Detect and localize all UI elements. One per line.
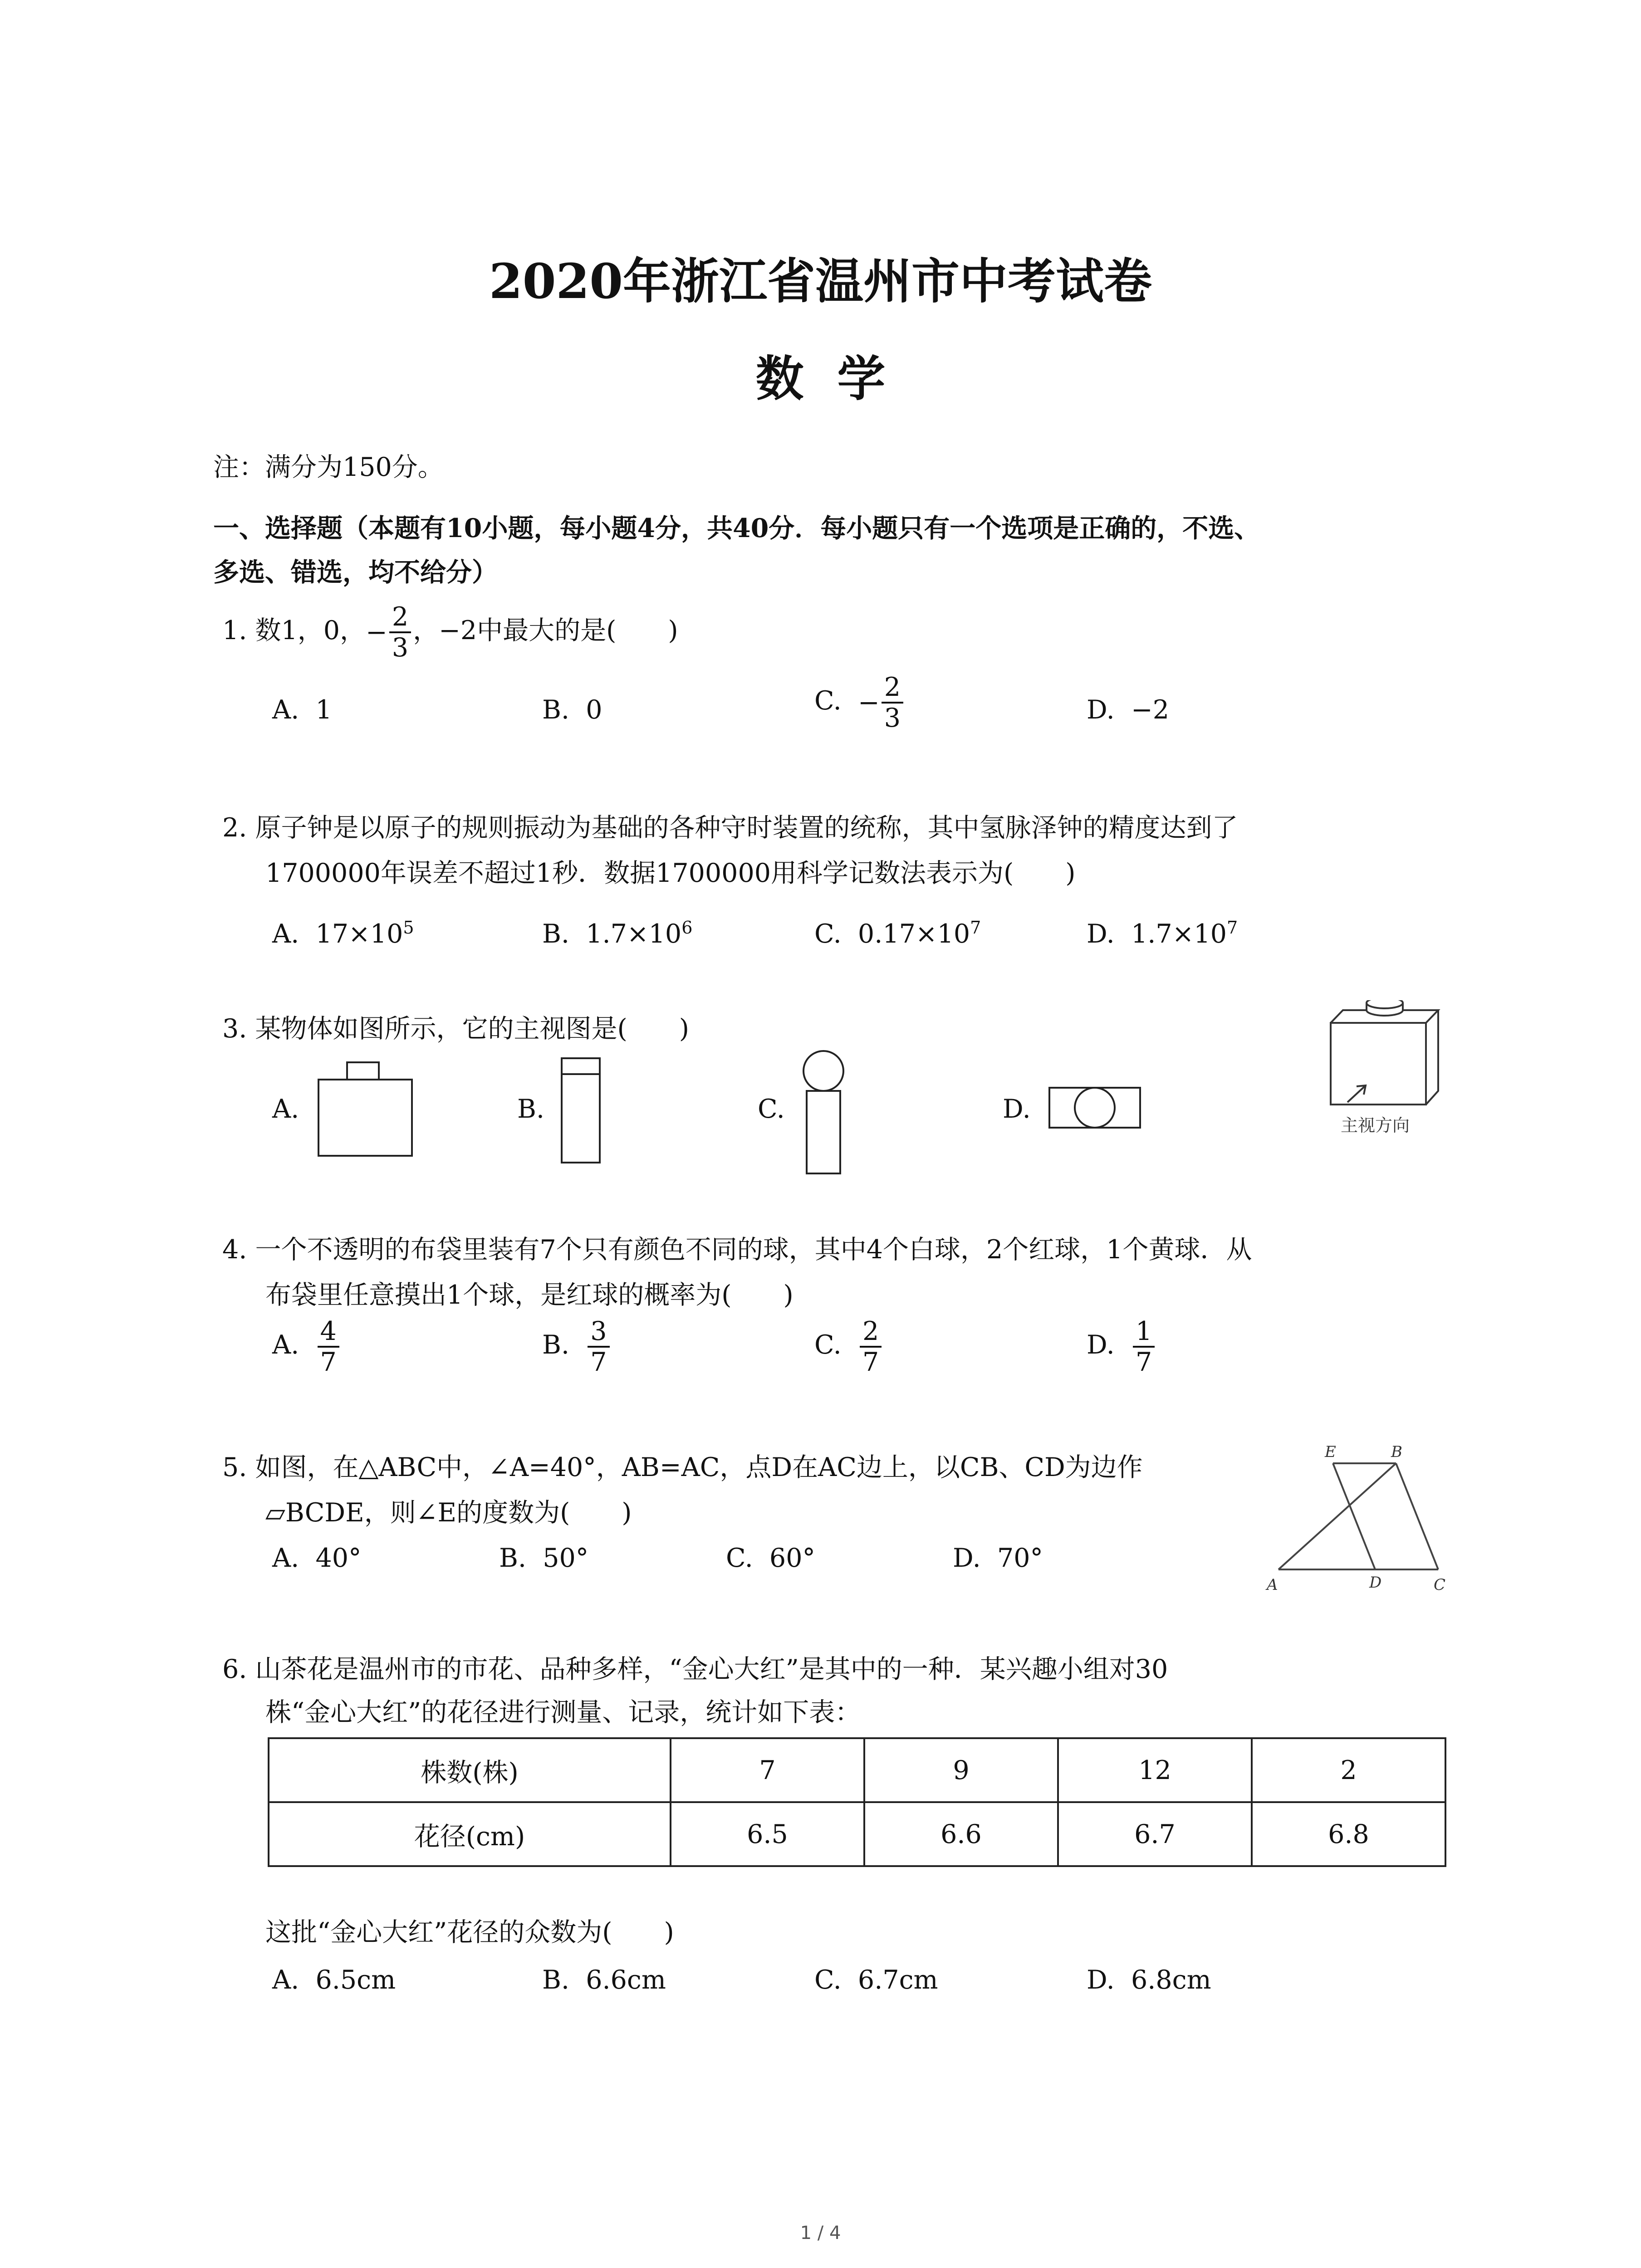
q5-label-d: D xyxy=(1369,1574,1382,1592)
q6-stem2: 这批“金心大红”花径的众数为( ) xyxy=(265,1917,674,1947)
q6-option-a[interactable]: A. 6.5cm xyxy=(272,1965,396,1995)
q4-option-a-fraction xyxy=(318,1317,339,1377)
q2-option-d-exp: 7 xyxy=(1226,918,1238,938)
q1-option-c-den: 3 xyxy=(884,703,901,733)
q3-option-b[interactable]: B. xyxy=(517,1094,545,1124)
q5-option-d[interactable]: D. 70° xyxy=(953,1543,1043,1573)
table-cell: 6.5 xyxy=(671,1802,864,1866)
q2-stem-line2: 1700000年误差不超过1秒．数据1700000用科学记数法表示为( ) xyxy=(265,858,1076,888)
q1-frac-den: 3 xyxy=(392,632,409,663)
q3-option-d[interactable]: D. xyxy=(1003,1094,1031,1124)
q5-option-a[interactable]: A. 40° xyxy=(272,1543,362,1573)
table-cell: 6.7 xyxy=(1058,1802,1252,1866)
q2-stem-line1: 2. 原子钟是以原子的规则振动为基础的各种守时装置的统称，其中氢脉泽钟的精度达到了 xyxy=(222,813,1238,843)
q1-option-a[interactable]: A. 1 xyxy=(272,695,332,725)
q6-option-c[interactable]: C. 6.7cm xyxy=(814,1965,938,1995)
q4-option-a[interactable] xyxy=(272,1315,341,1377)
table-cell: 7 xyxy=(671,1738,864,1802)
q5-stem-line2: ▱BCDE，则∠E的度数为( ) xyxy=(265,1498,632,1528)
q4-option-d-num: 1 xyxy=(1133,1317,1155,1348)
table-cell: 2 xyxy=(1252,1738,1445,1802)
q5-label-e: E xyxy=(1325,1443,1336,1461)
q1-stem xyxy=(222,601,678,662)
q4-option-a-label: A. xyxy=(272,1330,299,1360)
q5-label-a: A xyxy=(1267,1576,1278,1594)
q2-option-c-text: C. 0.17×10 xyxy=(814,919,970,949)
q4-option-b-den: 7 xyxy=(590,1347,607,1377)
q4-option-c-fraction xyxy=(860,1317,882,1377)
table-row xyxy=(269,1738,1445,1802)
q1-option-c-minus: − xyxy=(857,687,880,718)
q3-option-b-figure xyxy=(560,1057,606,1166)
page-number: 1 / 4 xyxy=(800,2223,841,2244)
q1-fraction xyxy=(389,602,411,662)
q3-option-a-figure xyxy=(318,1061,417,1161)
table-cell: 6.6 xyxy=(864,1802,1058,1866)
q2-option-b-exp: 6 xyxy=(681,918,693,938)
table-cell: 6.8 xyxy=(1252,1802,1445,1866)
table-cell: 12 xyxy=(1058,1738,1252,1802)
q4-option-b-fraction xyxy=(588,1317,609,1377)
q4-stem-line2: 布袋里任意摸出1个球，是红球的概率为( ) xyxy=(265,1280,794,1310)
q5-option-c[interactable]: C. 60° xyxy=(726,1543,815,1573)
table-row xyxy=(269,1802,1445,1866)
q4-option-b-num: 3 xyxy=(588,1317,609,1348)
q5-stem-line1: 5. 如图，在△ABC中，∠A=40°，AB=AC，点D在AC边上，以CB、CD为边作 xyxy=(222,1452,1143,1482)
q4-option-d-den: 7 xyxy=(1136,1347,1152,1377)
q1-option-b[interactable]: B. 0 xyxy=(542,695,603,725)
q4-option-d[interactable] xyxy=(1087,1315,1156,1377)
q4-option-c-den: 7 xyxy=(862,1347,879,1377)
q4-option-c[interactable] xyxy=(814,1315,883,1377)
q1-frac-num: 2 xyxy=(389,602,411,633)
section1-heading-line2: 多选、错选，均不给分） xyxy=(213,557,498,587)
q6-stem-line2: 株“金心大红”的花径进行测量、记录，统计如下表： xyxy=(265,1697,861,1727)
page-subject: 数 学 xyxy=(755,350,886,407)
q2-option-b[interactable] xyxy=(542,909,692,952)
page-title: 2020年浙江省温州市中考试卷 xyxy=(489,253,1152,309)
q6-stem-line1: 6. 山茶花是温州市的市花、品种多样，“金心大红”是其中的一种．某兴趣小组对30 xyxy=(222,1654,1168,1684)
q3-option-c[interactable]: C. xyxy=(758,1094,785,1124)
q1-option-c[interactable] xyxy=(814,671,905,733)
q4-option-c-num: 2 xyxy=(860,1317,882,1348)
q6-option-d[interactable]: D. 6.8cm xyxy=(1087,1965,1211,1995)
score-note: 注：满分为150分。 xyxy=(213,452,444,482)
q2-option-a-text: A. 17×10 xyxy=(272,919,403,949)
q1-option-c-fraction xyxy=(882,673,903,733)
q6-table xyxy=(268,1737,1446,1867)
q3-stem: 3. 某物体如图所示，它的主视图是( ) xyxy=(222,1014,689,1044)
q2-option-c-exp: 7 xyxy=(970,918,981,938)
q4-stem-line1: 4. 一个不透明的布袋里装有7个只有颜色不同的球，其中4个白球，2个红球，1个黄球．从 xyxy=(222,1235,1252,1265)
q3-option-c-figure xyxy=(801,1050,851,1177)
table-cell: 花径(cm) xyxy=(269,1802,671,1866)
q5-label-c: C xyxy=(1434,1576,1446,1594)
q4-option-d-label: D. xyxy=(1087,1330,1115,1360)
q2-option-b-text: B. 1.7×10 xyxy=(542,919,682,949)
q4-option-b[interactable] xyxy=(542,1315,612,1377)
q4-option-d-fraction xyxy=(1133,1317,1155,1377)
q2-option-a-exp: 5 xyxy=(403,918,414,938)
q3-figure-caption: 主视方向 xyxy=(1341,1115,1410,1135)
q1-option-c-num: 2 xyxy=(882,673,903,704)
q5-figure xyxy=(1261,1438,1461,1601)
q3-option-a[interactable]: A. xyxy=(272,1094,299,1124)
q1-stem-b: ，−2中最大的是( ) xyxy=(413,616,678,645)
q3-option-d-figure xyxy=(1048,1086,1143,1132)
table-cell: 9 xyxy=(864,1738,1058,1802)
q2-option-d-text: D. 1.7×10 xyxy=(1087,919,1227,949)
view-direction-arrow xyxy=(1347,1085,1366,1102)
q1-option-d[interactable]: D. −2 xyxy=(1087,695,1170,725)
q6-option-b[interactable]: B. 6.6cm xyxy=(542,1965,666,1995)
table-cell: 株数(株) xyxy=(269,1738,671,1802)
q4-option-c-label: C. xyxy=(814,1330,842,1360)
q1-option-c-label: C. xyxy=(814,686,842,716)
q5-label-b: B xyxy=(1391,1443,1402,1461)
q2-option-d[interactable] xyxy=(1087,909,1238,952)
q1-minus: − xyxy=(366,617,387,647)
q5-option-b[interactable]: B. 50° xyxy=(499,1543,589,1573)
q1-stem-a: 1. 数1，0， xyxy=(222,616,366,645)
q4-option-a-den: 7 xyxy=(320,1347,337,1377)
q4-option-a-num: 4 xyxy=(318,1317,339,1348)
q3-object-figure xyxy=(1329,1000,1447,1109)
q4-option-b-label: B. xyxy=(542,1330,570,1360)
q2-option-c[interactable] xyxy=(814,909,981,952)
q2-option-a[interactable] xyxy=(272,909,414,952)
section1-heading-line1: 一、选择题（本题有10小题，每小题4分，共40分．每小题只有一个选项是正确的，不选、 xyxy=(213,513,1260,543)
